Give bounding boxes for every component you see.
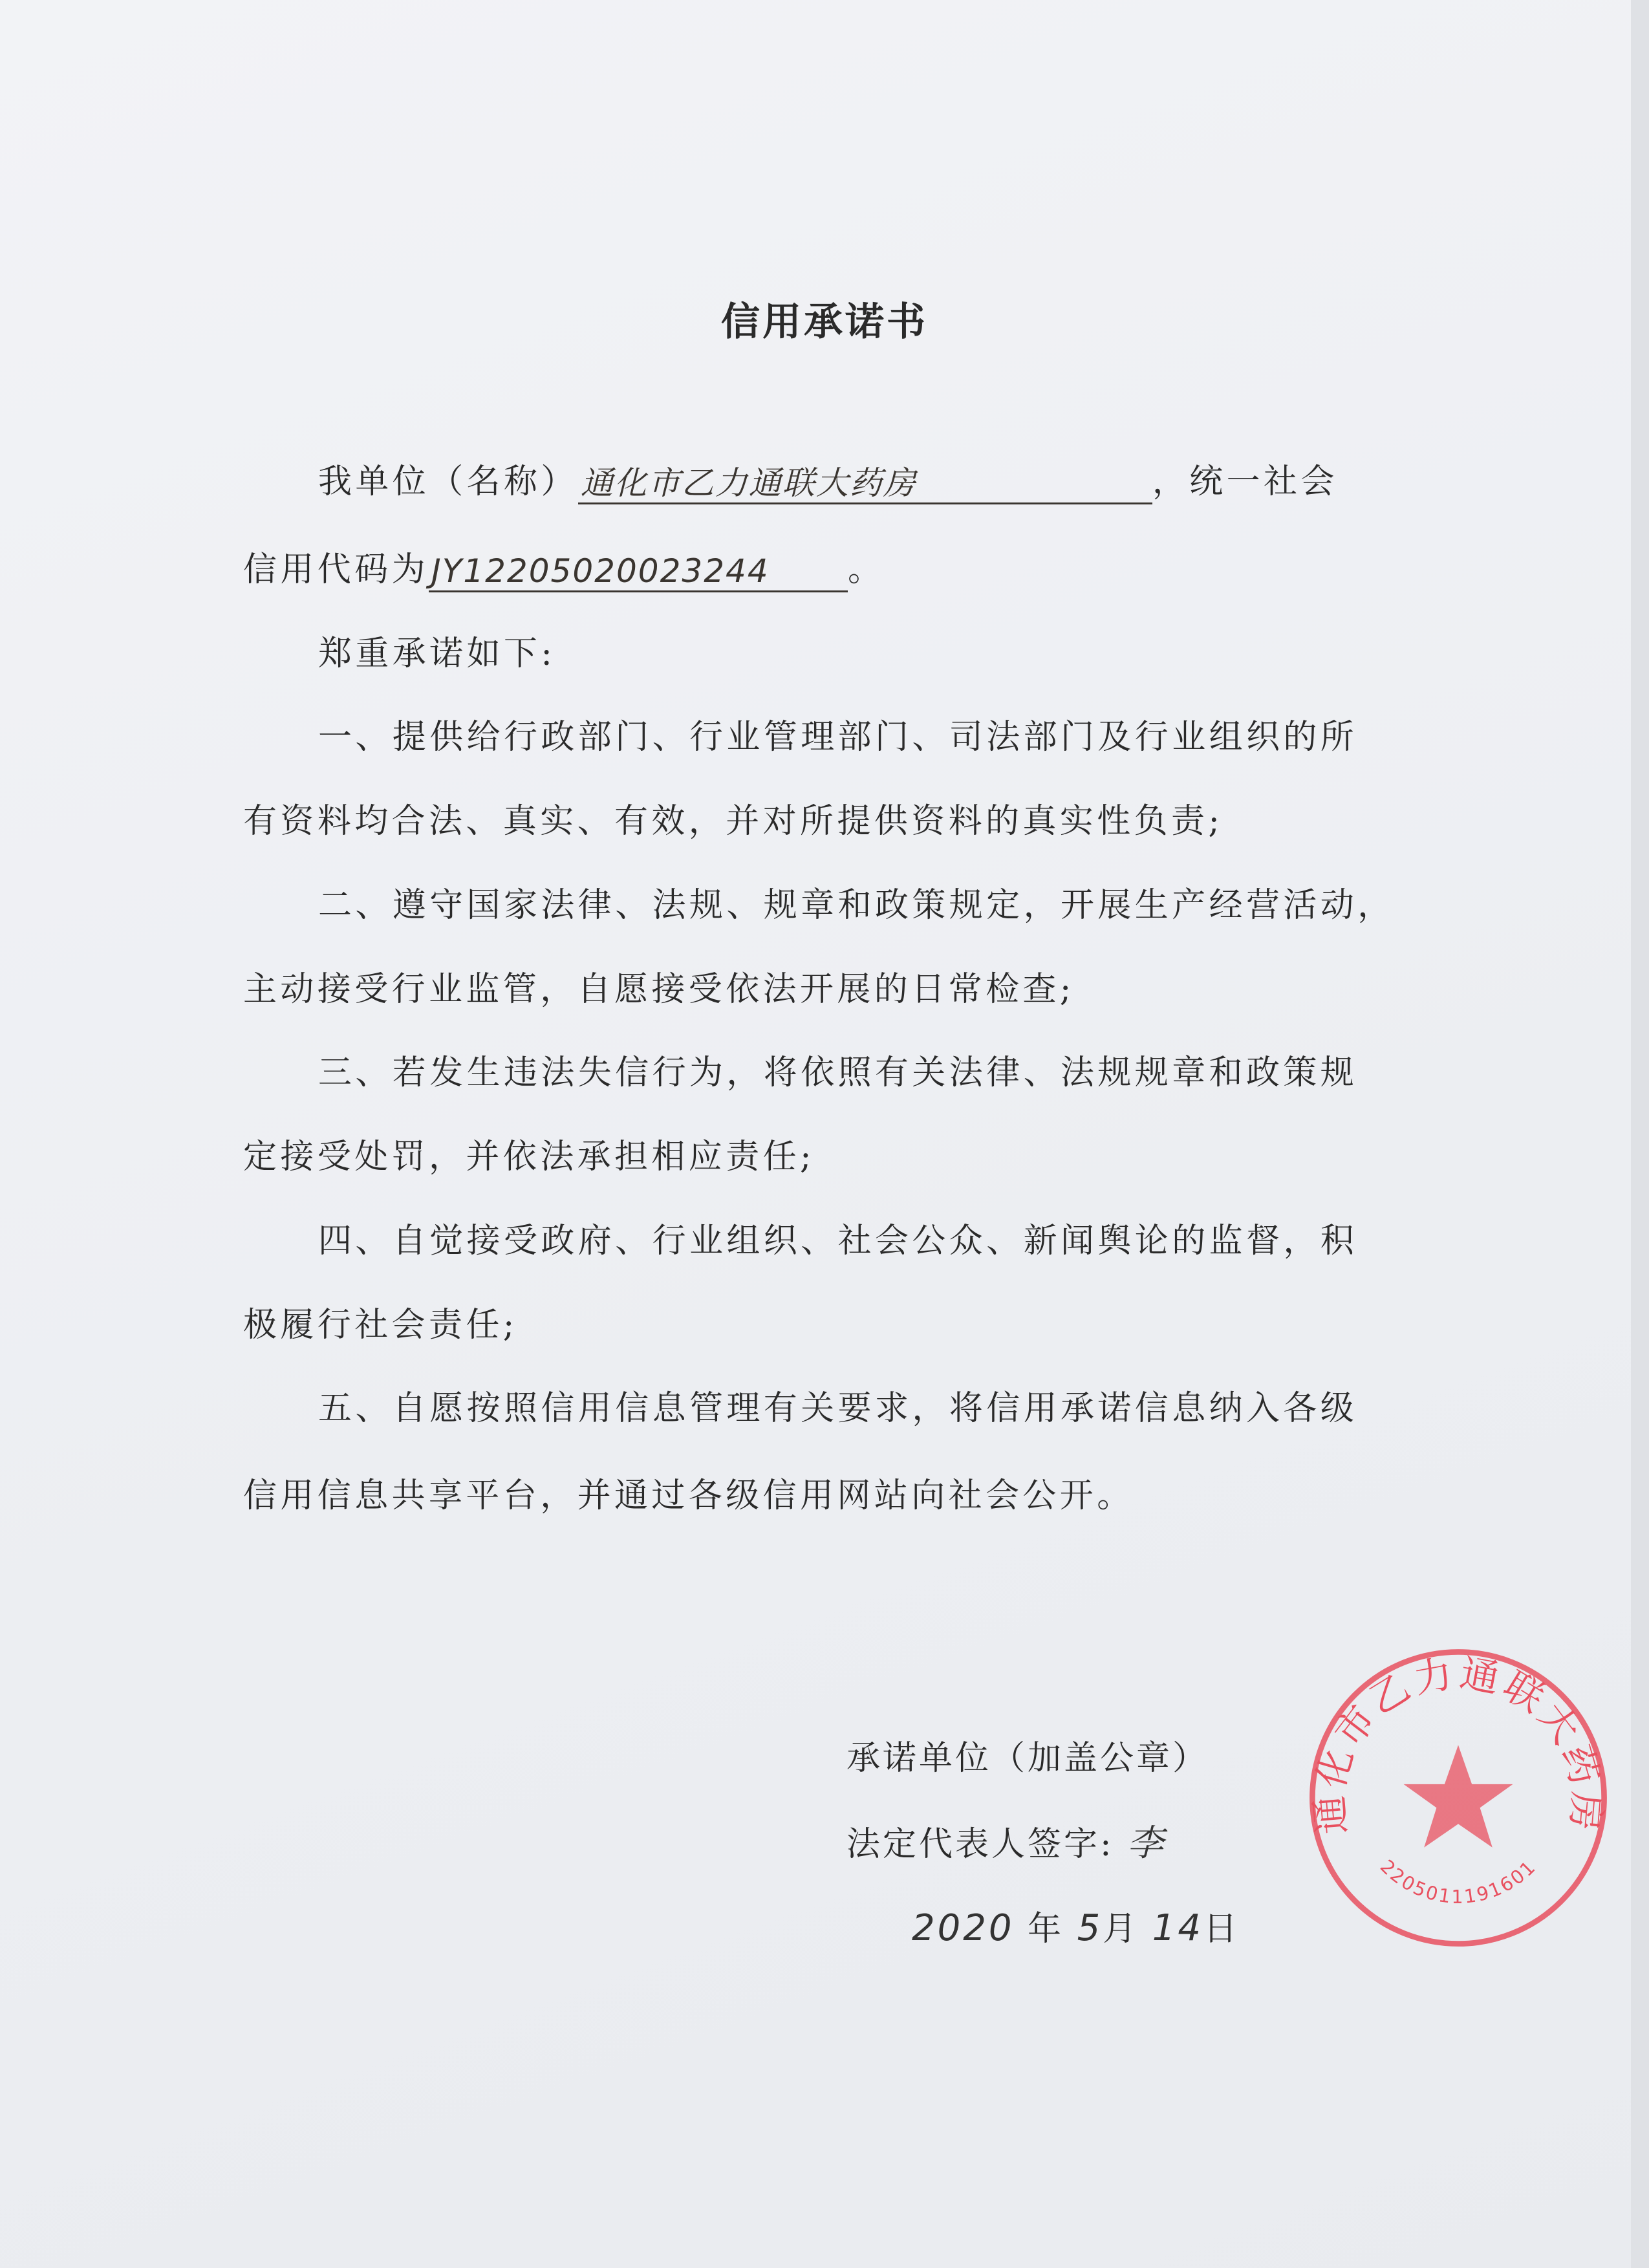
- intro-line-2: [243, 547, 885, 592]
- item-4-line-1: 四、自觉接受政府、行业组织、社会公众、新闻舆论的监督，积: [318, 1222, 1358, 1260]
- stamp-text: 通化市乙力通联大药房: [1307, 1651, 1610, 1836]
- day-label: 日: [1203, 1910, 1240, 1949]
- item-5-line-2: 信用信息共享平台，并通过各级信用网站向社会公开。: [243, 1476, 1134, 1515]
- period: 。: [848, 550, 885, 589]
- item-2-line-2: 主动接受行业监管，自愿接受依法开展的日常检查;: [243, 970, 1075, 1009]
- credit-code-handwritten: JY12205020023244: [429, 552, 848, 592]
- item-3-line-2: 定接受处罚，并依法承担相应责任;: [243, 1138, 815, 1176]
- intro-prefix: 我单位（名称）: [318, 462, 578, 501]
- date-line: [912, 1901, 1240, 1950]
- company-name-handwritten: 通化市乙力通联大药房: [578, 464, 1152, 504]
- legal-rep-line: [846, 1815, 1166, 1866]
- credit-code-label: 信用代码为: [243, 550, 429, 589]
- intro-suffix: ，统一社会: [1152, 462, 1338, 501]
- date-month: 5: [1077, 1907, 1103, 1949]
- svg-text:2205011191601: [1376, 1855, 1540, 1908]
- legal-rep-label: 法定代表人签字:: [846, 1825, 1114, 1864]
- item-1-line-2: 有资料均合法、真实、有效，并对所提供资料的真实性负责;: [243, 802, 1223, 841]
- date-day: 14: [1152, 1907, 1204, 1949]
- lead-text: 郑重承诺如下:: [318, 634, 556, 673]
- year-label: 年: [1028, 1910, 1064, 1949]
- intro-line-1: [318, 459, 1338, 504]
- item-5-line-1: 五、自愿按照信用信息管理有关要求，将信用承诺信息纳入各级: [318, 1389, 1358, 1428]
- star-icon: [1404, 1745, 1513, 1847]
- item-2-line-1: 二、遵守国家法律、法规、规章和政策规定，开展生产经营活动，: [318, 886, 1395, 925]
- legal-rep-signature: 李: [1127, 1822, 1167, 1864]
- item-3-line-1: 三、若发生违法失信行为，将依照有关法律、法规规章和政策规: [318, 1053, 1358, 1092]
- document-title: 信用承诺书: [721, 299, 928, 345]
- item-1-line-1: 一、提供给行政部门、行业管理部门、司法部门及行业组织的所: [318, 718, 1358, 757]
- company-seal-stamp: [1303, 1643, 1613, 1953]
- stamp-number: 2205011191601: [1375, 1855, 1541, 1908]
- date-year: 2020: [912, 1907, 1015, 1949]
- item-4-line-2: 极履行社会责任;: [243, 1306, 518, 1345]
- month-label: 月: [1103, 1910, 1139, 1949]
- unit-seal-label: 承诺单位（加盖公章）: [846, 1739, 1209, 1778]
